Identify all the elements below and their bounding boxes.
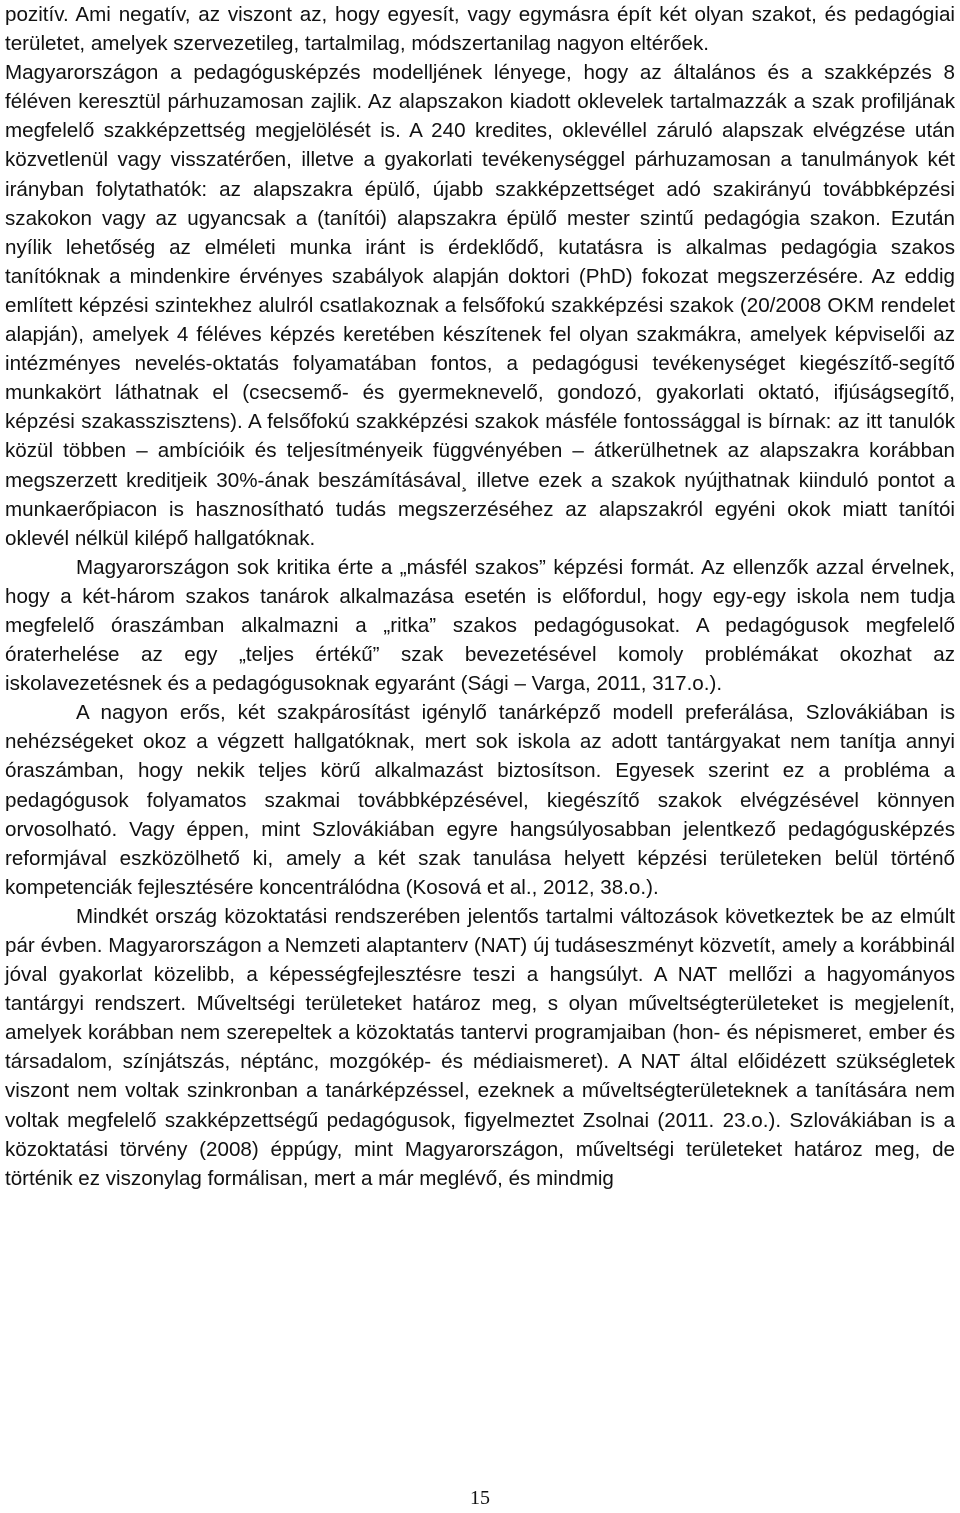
paragraph-4: A nagyon erős, két szakpárosítást igénylő tanárképző modell preferálása, Szlovákiában is nehézségeket okoz a végzett hallgatóknak, mert sok iskola az adott tantárgyakat nem tanítja annyi óraszámban, hogy nekik teljes körű alkalmazást biztosítson. Egyesek szerint ez a probléma a pedagógusok folyamatos szakmai továbbképzésével, kiegészítő szakok elvégzésével könnyen orvosolható. Vagy éppen, mint Szlovákiában egyre hangsúlyosabban jelentkező pedagógusképzés reformjával eszközölhető ki, amely a két szak tanulása helyett képzési területeken belül történő kompetenciák fejlesztésére koncentrálódna (Kosová et al., 2012, 38.o.). — [5, 701, 955, 899]
page-number: 15 — [470, 1487, 490, 1509]
paragraph-5: Mindkét ország közoktatási rendszerében jelentős tartalmi változások következtek be az elmúlt pár évben. Magyarországon a Nemzeti alaptanterv (NAT) új tudáseszményt közvetít, amely a korábbinál jóval gyakorlat közelibb, a képességfejlesztésre teszi a hangsúlyt. A NAT mellőzi a hagyományos tantárgyi rendszert. Műveltségi területeket határoz meg, s olyan műveltségterületeket is megjelenít, amelyek korábban nem szerepeltek a közoktatás tantervi programjaiban (hon- és népismeret, ember és társadalom, színjátszás, néptánc, mozgókép- és médiaismeret). A NAT által előidézett szükségletek viszont nem voltak szinkronban a tanárképzéssel, ezeknek a műveltségterületeknek a tanítására nem voltak megfelelő szakképzettségű pedagógusok, figyelmeztet Zsolnai (2011. 23.o.). Szlovákiában is a közoktatási törvény (2008) éppúgy, mint Magyarországon, műveltségi területeket határoz meg, de történik ez viszonylag formálisan, mert a már meglévő, és mindmig — [5, 904, 955, 1190]
paragraph-1: pozitív. Ami negatív, az viszont az, hogy egyesít, vagy egymásra épít két olyan szakot, és pedagógiai területet, amelyek szervezetileg, tartalmilag, módszertanilag nagyon eltérőek. — [5, 3, 955, 56]
body-text — [5, 0, 955, 1193]
paragraph-2: Magyarországon a pedagógusképzés modelljének lényege, hogy az általános és a szakképzés 8 féléven keresztül párhuzamosan zajlik. Az alapszakon kiadott oklevelek tartalmazzák a szak profiljának megfelelő szakképzettség megjelölését is. A 240 kredites, oklevéllel záruló alapszak elvégzése után közvetlenül vagy visszatérően, illetve a gyakorlati tevékenységgel párhuzamosan a tanulmányok két irányban folytathatók: az alapszakra épülő, újabb szakképzettséget adó szakirányú továbbképzési szakokon vagy az ugyancsak a (tanítói) alapszakra épülő mester szintű pedagógia szakon. Ezután nyílik lehetőség az elméleti munka iránt is érdeklődő, kutatásra is alkalmas pedagógia szakos tanítóknak a mindenkire érvényes szabályok alapján doktori (PhD) fokozat megszerzésére. Az eddig említett képzési szintekhez alulról csatlakoznak a felsőfokú szakképzési szakok (20/2008 OKM rendelet alapján), amelyek 4 féléves képzés keretében készítenek fel olyan szakmákra, amelyek képviselői az intézményes nevelés-oktatás folyamatában fontos, a pedagógusi tevékenységet kiegészítő-segítő munkakört láthatnak el (csecsemő- és gyermeknevelő, gondozó, gyakorlati oktató, ifjúságsegítő, képzési szakasszisztens). A felsőfokú szakképzési szakok másféle fontossággal is bírnak: az itt tanulók közül többen – ambícióik és teljesítményeik függvényében – átkerülhetnek az alapszakra korábban megszerzett kreditjeik 30%-ának beszámításával¸ illetve ezek a szakok nyújthatnak kiinduló pontot a munkaerőpiacon is hasznosítható tudás megszerzéséhez az alapszakról egyéni okok miatt tanítói oklevél nélkül kilépő hallgatóknak. — [5, 61, 955, 550]
paragraph-3: Magyarországon sok kritika érte a „másfél szakos” képzési formát. Az ellenzők azzal érvelnek, hogy a két-három szakos tanárok alkalmazása esetén is előfordul, hogy egy-egy iskola nem tudja megfelelő óraszámban alkalmazni a „ritka” szakos pedagógusokat. A pedagógusok megfelelő óraterhelése az egy „teljes értékű” szak bevezetésével komoly problémákat okozhat az iskolavezetésnek és a pedagógusoknak egyaránt (Sági – Varga, 2011, 317.o.). — [5, 555, 955, 696]
